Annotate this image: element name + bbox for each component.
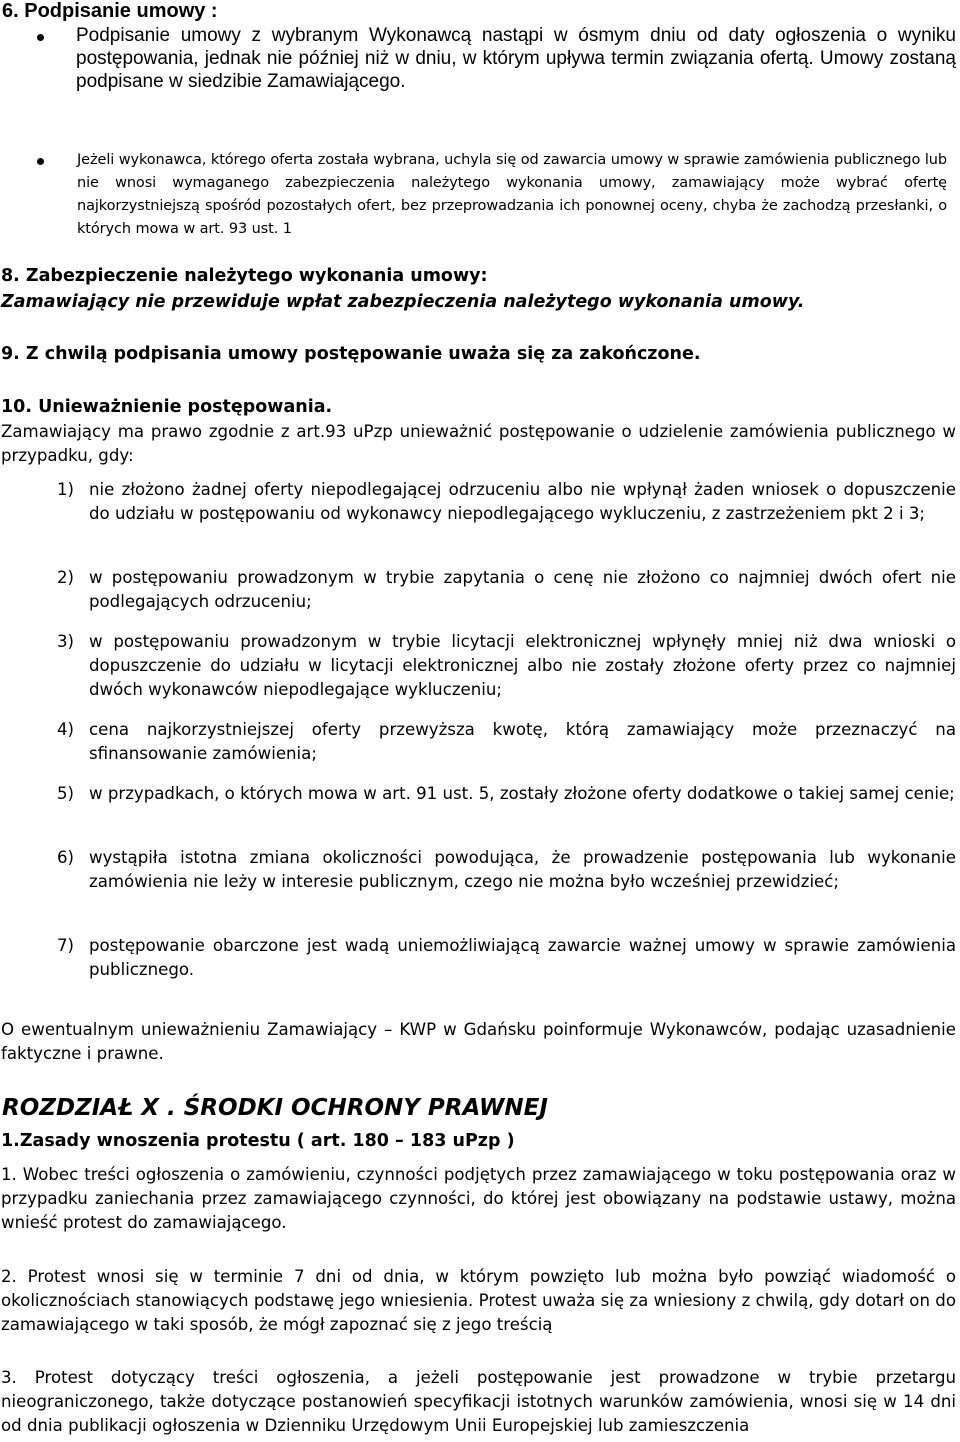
section-10-intro: Zamawiający ma prawo zgodnie z art.93 uPzp unieważnić postępowanie o udzielenie zamówienia publicznego w przypadku, gdy: [1,422,956,465]
list-item-text: w postępowaniu prowadzonym w trybie licytacji elektronicznej wpłynęły mniej niż dwa wnioski o dopuszczenie do udziału w licytacji elektronicznej albo nie zostały złożone oferty przez co najmniej dwóch wykonawców niepodlegające wykluczeniu; [89,632,956,699]
list-item-text: cena najkorzystniejszej oferty przewyższa kwotę, którą zamawiający może przeznaczyć na sfinansowanie zamówienia; [89,720,956,763]
section-10-closing: O ewentualnym unieważnieniu Zamawiający – KWP w Gdańsku poinformuje Wykonawców, podając uzasadnienie faktyczne i prawne. [1,1020,956,1063]
chapter-subheading: 1.Zasady wnoszenia protestu ( art. 180 – 183 uPzp ) [1,1131,515,1151]
list-item-text: w przypadkach, o których mowa w art. 91 ust. 5, zostały złożone oferty dodatkowe o takiej samej cenie; [89,784,955,803]
list-item-number: 4) [57,720,75,739]
section-10-heading: 10. Unieważnienie postępowania. [1,397,333,417]
list-item-number: 6) [57,848,75,867]
list-item-number: 5) [57,784,75,803]
section-6-bullet-1: Podpisanie umowy z wybranym Wykonawcą nastąpi w ósmym dniu od daty ogłoszenia o wyniku postępowania, jednak nie później niż w dniu, w którym upływa termin związania ofertą. Umowy zostaną podpisane w siedzibie Zamawiającego. [76,25,956,92]
protest-paragraph-3: 3. Protest dotyczący treści ogłoszenia, a jeżeli postępowanie jest prowadzone w trybie przetargu nieograniczonego, także dotyczące postanowień specyfikacji istotnych warunków zamówienia, wnosi się w 14 dni od dnia publikacji ogłoszenia w Dzienniku Urzędowym Unii Europejskiej lub zamieszczenia [1,1368,956,1435]
list-item-text: w postępowaniu prowadzonym w trybie zapytania o cenę nie złożono co najmniej dwóch ofert nie podlegających odrzuceniu; [89,568,956,611]
list-item-text: wystąpiła istotna zmiana okoliczności powodująca, że prowadzenie postępowania lub wykonanie zamówienia nie leży w interesie publicznym, czego nie można było wcześniej przewidzieć; [89,848,956,891]
section-9-heading: 9. Z chwilą podpisania umowy postępowanie uważa się za zakończone. [1,344,701,364]
section-8-heading: 8. Zabezpieczenie należytego wykonania umowy: [1,266,488,286]
section-6-bullet-2: Jeżeli wykonawca, którego oferta została wybrana, uchyla się od zawarcia umowy w sprawie zamówienia publicznego lub nie wnosi wymaganego zabezpieczenia należytego wykonania umowy, zamawiający może wybrać ofertę najkorzystniejszą spośród pozostałych ofert, bez przeprowadzania ich ponownej oceny, chyba że zachodzą przesłanki, o których mowa w art. 93 ust. 1 [77,152,947,237]
protest-paragraph-1: 1. Wobec treści ogłoszenia o zamówieniu, czynności podjętych przez zamawiającego w toku postępowania oraz w przypadku zaniechania przez zamawiającego czynności, do której jest obowiązany na podstawie ustawy, można wnieść protest do zamawiającego. [1,1165,956,1232]
section-8-subheading: Zamawiający nie przewiduje wpłat zabezpieczenia należytego wykonania umowy. [1,292,805,312]
list-item-number: 7) [57,936,75,955]
bullet-dot [37,158,44,165]
chapter-title: ROZDZIAŁ X . ŚRODKI OCHRONY PRAWNEJ [2,1095,548,1121]
bullet-dot [37,34,44,41]
list-item-text: nie złożono żadnej oferty niepodlegającej odrzuceniu albo nie wpłynął żaden wniosek o dopuszczenie do udziału w postępowaniu od wykonawcy niepodlegającego wykluczeniu, z zastrzeżeniem pkt 2 i 3; [89,480,956,523]
list-item-text: postępowanie obarczone jest wadą uniemożliwiającą zawarcie ważnej umowy w sprawie zamówienia publicznego. [89,936,956,979]
list-item-number: 1) [57,480,75,499]
list-item-number: 2) [57,568,75,587]
protest-paragraph-2: 2. Protest wnosi się w terminie 7 dni od dnia, w którym powzięto lub można było powziąć wiadomość o okolicznościach stanowiących podstawę jego wniesienia. Protest uważa się za wniesiony z chwilą, gdy dotarł on do zamawiającego w taki sposób, że mógł zapoznać się z jego treścią [1,1267,956,1334]
list-item-number: 3) [57,632,75,651]
section-6-heading: 6. Podpisanie umowy : [2,0,218,22]
